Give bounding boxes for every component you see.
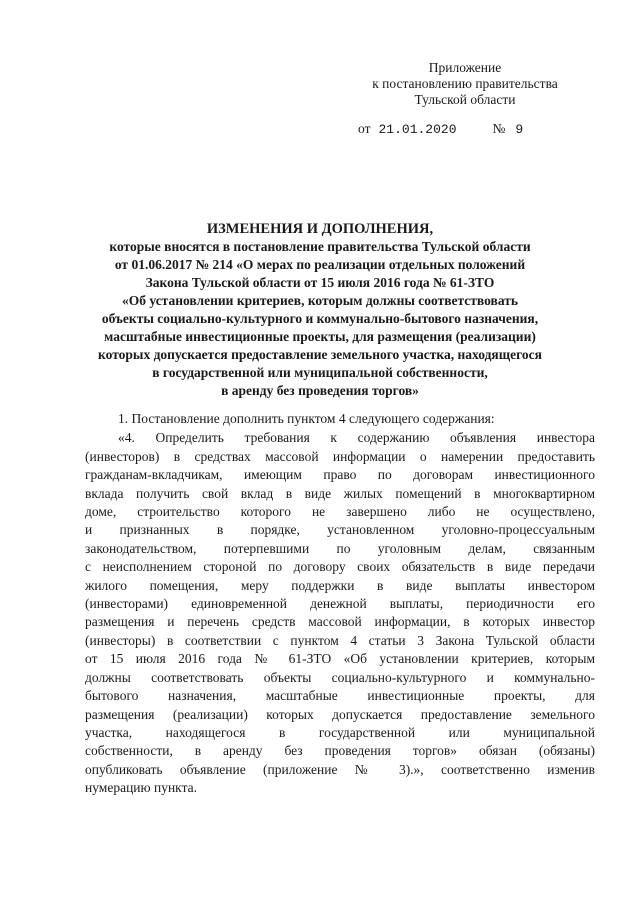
paragraph-line: размещения и перечень средств массовой информации, в которых инвестор bbox=[85, 614, 595, 630]
from-label: от bbox=[358, 121, 371, 136]
paragraph-line: (инвесторов) в средствах массовой информации о намерении предоставить bbox=[85, 448, 595, 464]
paragraph-2 bbox=[85, 429, 595, 797]
paragraph-line: законодательством, потерпевшими по уголовным делам, связанным bbox=[85, 540, 595, 556]
heading-line: «Об установлении критериев, которым должны соответствовать bbox=[121, 293, 518, 308]
paragraph-1: 1. Постановление дополнить пунктом 4 следующего содержания: bbox=[118, 411, 495, 426]
heading-line: в аренду без проведения торгов» bbox=[221, 383, 419, 398]
document-body bbox=[85, 410, 595, 798]
heading-title: ИЗМЕНЕНИЯ И ДОПОЛНЕНИЯ, bbox=[206, 221, 434, 237]
paragraph-line: участка, находящегося в государственной или муниципальной bbox=[85, 724, 595, 740]
appendix-line-3: Тульской области bbox=[414, 92, 516, 107]
paragraph-line: с неисполнением стороной по договору своих обязательств в виде передачи bbox=[85, 559, 595, 575]
decree-number: 9 bbox=[515, 122, 524, 137]
number-label: № bbox=[492, 121, 506, 136]
appendix-line-2: к постановлению правительства bbox=[372, 76, 558, 91]
heading-line: которые вносятся в постановление правительства Тульской области bbox=[109, 239, 531, 254]
heading-line: от 01.06.2017 № 214 «О мерах по реализации отдельных положений bbox=[114, 257, 526, 272]
paragraph-line: и признанных в порядке, установленном уголовно-процессуальным bbox=[85, 522, 595, 538]
decree-date: 21.01.2020 bbox=[378, 122, 457, 137]
document-heading bbox=[60, 220, 580, 400]
paragraph-line: от 15 июля 2016 года № 61-ЗТО «Об установлении критериев, которым bbox=[85, 651, 595, 667]
heading-line: которых допускается предоставление земельного участка, находящегося bbox=[98, 347, 542, 362]
paragraph-line: нумерацию пункта. bbox=[85, 780, 197, 796]
paragraph-line: доме, строительство которого не завершено либо не осуществлено, bbox=[85, 504, 595, 520]
heading-line: Закона Тульской области от 15 июля 2016 года № 61-ЗТО bbox=[145, 275, 495, 290]
paragraph-line: размещения (реализации) которых допускается предоставление земельного bbox=[85, 706, 595, 722]
heading-line: объекты социально-культурного и коммунально-бытового назначения, bbox=[101, 311, 539, 326]
decree-date-number bbox=[358, 121, 523, 137]
heading-line: масштабные инвестиционные проекты, для размещения (реализации) bbox=[104, 329, 536, 344]
appendix-block bbox=[300, 60, 630, 108]
paragraph-line: опубликовать объявление (приложение № 3).», соответственно изменив bbox=[85, 761, 595, 777]
paragraph-line: вклада получить свой вклад в виде жилых помещений в многоквартирном bbox=[85, 485, 595, 501]
paragraph-line: гражданам-вкладчикам, имеющим право по договорам инвестиционного bbox=[85, 467, 595, 483]
paragraph-line: жилого помещения, меру поддержки в виде выплаты инвестором bbox=[85, 577, 595, 593]
paragraph-line: собственности, в аренду без проведения торгов» обязан (обязаны) bbox=[85, 743, 595, 759]
paragraph-line: (инвесторами) единовременной денежной выплаты, периодичности его bbox=[85, 596, 595, 612]
appendix-line-1: Приложение bbox=[428, 60, 502, 75]
paragraph-line: бытового назначения, масштабные инвестиционные проекты, для bbox=[85, 688, 595, 704]
heading-line: в государственной или муниципальной собственности, bbox=[152, 365, 488, 380]
paragraph-line: должны соответствовать объекты социально-культурного и коммунально- bbox=[85, 669, 595, 685]
paragraph-line: (инвесторы) в соответствии с пунктом 4 статьи 3 Закона Тульской области bbox=[85, 632, 595, 648]
paragraph-line: «4. Определить требования к содержанию объявления инвестора bbox=[118, 430, 595, 446]
